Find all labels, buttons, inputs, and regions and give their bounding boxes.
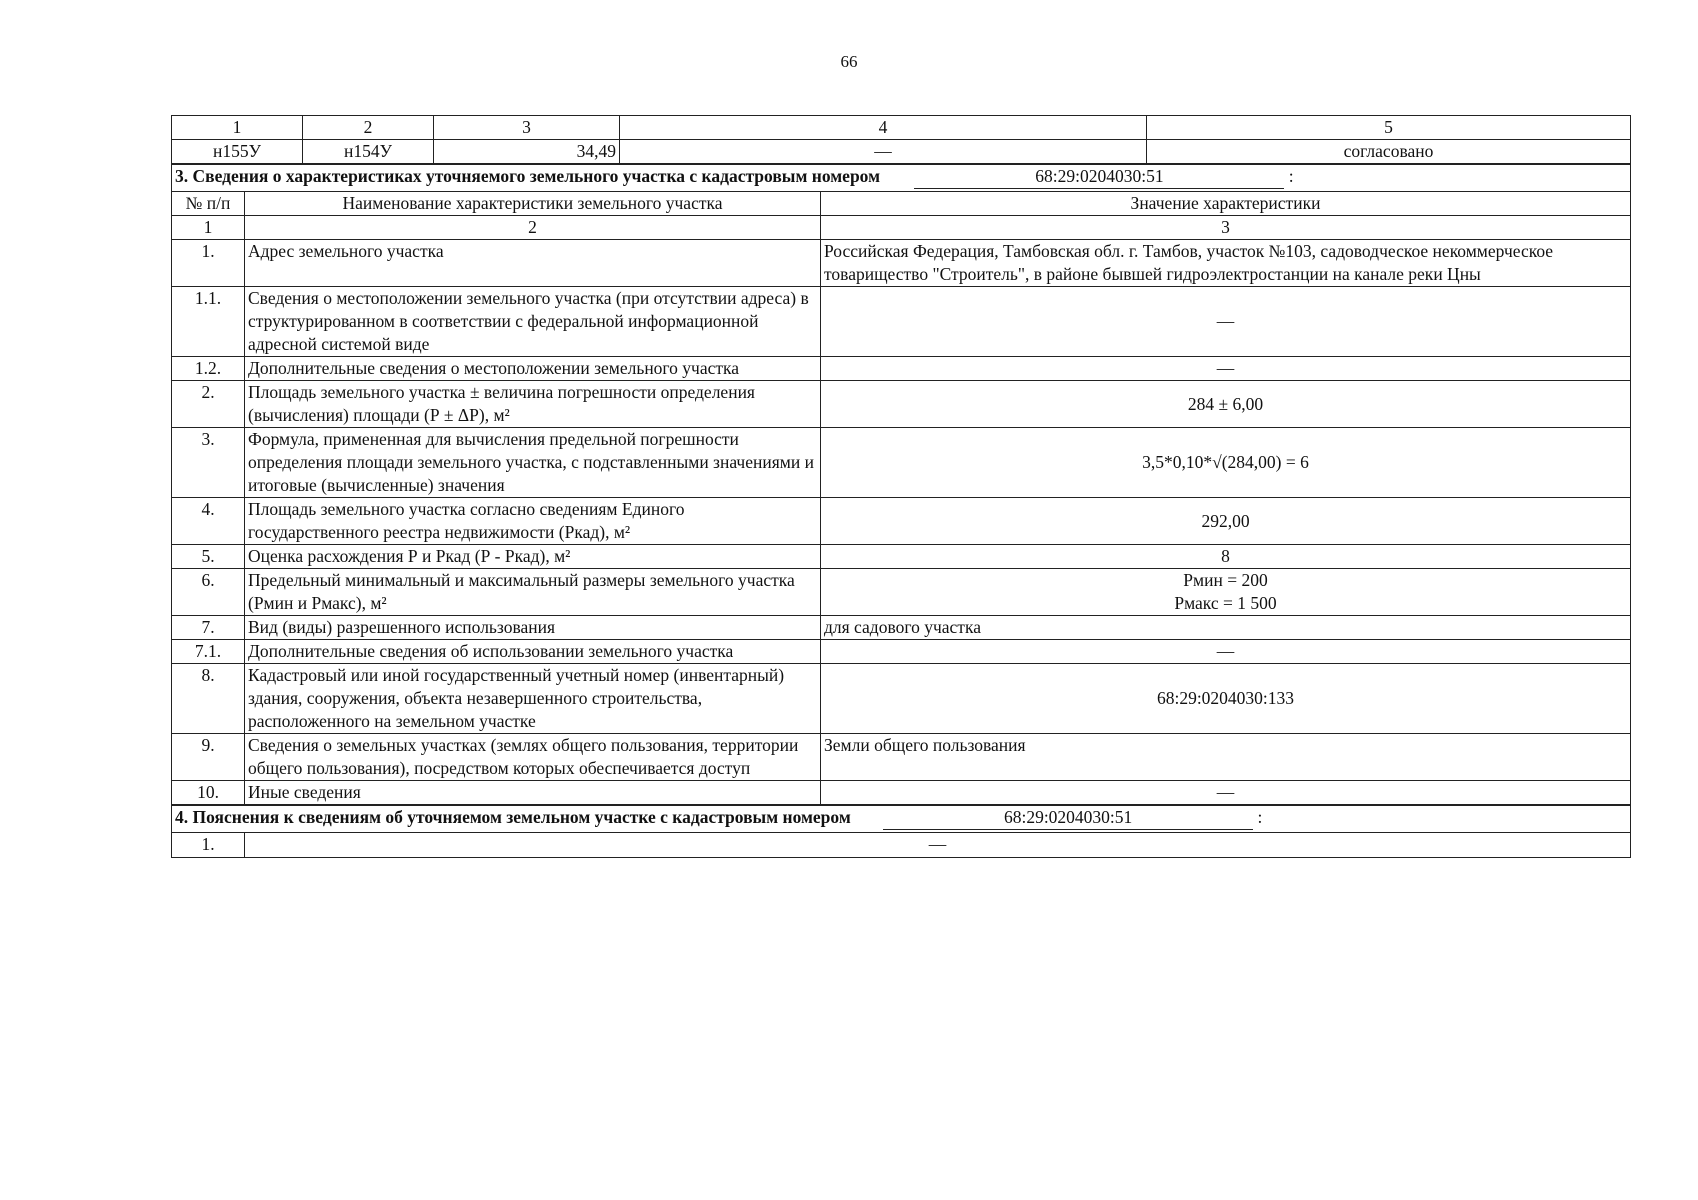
row-value: — bbox=[245, 833, 1631, 858]
row-number: 9. bbox=[172, 734, 245, 781]
row-number: 7. bbox=[172, 616, 245, 640]
table-row bbox=[172, 140, 1631, 164]
approval-cell: согласовано bbox=[1147, 140, 1631, 164]
table-row bbox=[172, 734, 1631, 781]
section4-colon: : bbox=[1257, 807, 1263, 827]
row-name: Предельный минимальный и максимальный размеры земельного участка (Рмин и Рмакс), м² bbox=[245, 569, 821, 616]
page-number: 66 bbox=[840, 52, 858, 71]
col-number-2: 2 bbox=[245, 216, 821, 240]
table-row bbox=[172, 287, 1631, 357]
row-value: 284 ± 6,00 bbox=[821, 381, 1631, 428]
section4-title-row bbox=[172, 806, 1631, 833]
row-number: 4. bbox=[172, 498, 245, 545]
row-name: Сведения о местоположении земельного участка (при отсутствии адреса) в структурированном в соответствии с федеральной информационной адресной системой виде bbox=[245, 287, 821, 357]
row-value: 68:29:0204030:133 bbox=[821, 664, 1631, 734]
row-value: — bbox=[821, 287, 1631, 357]
row-name: Площадь земельного участка ± величина погрешности определения (вычисления) площади (Р ± ΔР), м² bbox=[245, 381, 821, 428]
row-value: 292,00 bbox=[821, 498, 1631, 545]
section3-title: 3. Сведения о характеристиках уточняемого земельного участка с кадастровым номером bbox=[175, 166, 881, 186]
point-to-cell: н154У bbox=[303, 140, 434, 164]
row-value: Земли общего пользования bbox=[821, 734, 1631, 781]
row-number: 1. bbox=[172, 240, 245, 287]
row-number: 8. bbox=[172, 664, 245, 734]
section3-title-row bbox=[172, 165, 1631, 192]
border-col-1-header: 1 bbox=[172, 116, 303, 140]
row-number: 6. bbox=[172, 569, 245, 616]
table-row bbox=[172, 545, 1631, 569]
row-value: для садового участка bbox=[821, 616, 1631, 640]
row-number: 1.1. bbox=[172, 287, 245, 357]
section3-cadastral-number: 68:29:0204030:51 bbox=[914, 165, 1284, 189]
header-characteristic-name: Наименование характеристики земельного участка bbox=[245, 192, 821, 216]
header-characteristic-value: Значение характеристики bbox=[821, 192, 1631, 216]
border-table-header-row bbox=[172, 116, 1631, 140]
description-cell: — bbox=[620, 140, 1147, 164]
row-value bbox=[821, 569, 1631, 616]
header-number: № п/п bbox=[172, 192, 245, 216]
row-value: — bbox=[821, 640, 1631, 664]
row-number: 5. bbox=[172, 545, 245, 569]
row-number: 1.2. bbox=[172, 357, 245, 381]
section4-title: 4. Пояснения к сведениям об уточняемом земельном участке с кадастровым номером bbox=[175, 807, 851, 827]
border-col-2-header: 2 bbox=[303, 116, 434, 140]
row-name: Сведения о земельных участках (землях общего пользования, территории общего пользования), посредством которых обеспечивается доступ bbox=[245, 734, 821, 781]
row-number: 2. bbox=[172, 381, 245, 428]
table-row bbox=[172, 357, 1631, 381]
row-name: Оценка расхождения Р и Ркад (Р - Ркад), м² bbox=[245, 545, 821, 569]
row-name: Дополнительные сведения о местоположении земельного участка bbox=[245, 357, 821, 381]
point-from-cell: н155У bbox=[172, 140, 303, 164]
table-row bbox=[172, 833, 1631, 858]
row-value: — bbox=[821, 357, 1631, 381]
row-number: 10. bbox=[172, 781, 245, 805]
section3-header-row bbox=[172, 192, 1631, 216]
row-name: Дополнительные сведения об использовании земельного участка bbox=[245, 640, 821, 664]
border-col-4-header: 4 bbox=[620, 116, 1147, 140]
section3-table bbox=[171, 164, 1631, 805]
document-sheet bbox=[171, 115, 1631, 858]
border-points-table bbox=[171, 115, 1631, 164]
border-col-3-header: 3 bbox=[434, 116, 620, 140]
table-row bbox=[172, 428, 1631, 498]
table-row bbox=[172, 781, 1631, 805]
row-value: Российская Федерация, Тамбовская обл. г. Тамбов, участок №103, садоводческое некоммерческое товарищество "Строитель", в районе бывшей гидроэлектростанции на канале реки Цны bbox=[821, 240, 1631, 287]
row-value: 3,5*0,10*√(284,00) = 6 bbox=[821, 428, 1631, 498]
section4-cadastral-number: 68:29:0204030:51 bbox=[883, 806, 1253, 830]
min-size-value: Рмин = 200 bbox=[1183, 570, 1268, 590]
section3-colon: : bbox=[1288, 166, 1294, 186]
row-name: Площадь земельного участка согласно сведениям Единого государственного реестра недвижимости (Ркад), м² bbox=[245, 498, 821, 545]
row-name: Адрес земельного участка bbox=[245, 240, 821, 287]
col-number-3: 3 bbox=[821, 216, 1631, 240]
table-row bbox=[172, 569, 1631, 616]
max-size-value: Рмакс = 1 500 bbox=[1174, 593, 1277, 613]
section3-col-numbers-row bbox=[172, 216, 1631, 240]
section4-table bbox=[171, 805, 1631, 858]
table-row bbox=[172, 381, 1631, 428]
row-number: 3. bbox=[172, 428, 245, 498]
row-value: 8 bbox=[821, 545, 1631, 569]
row-name: Иные сведения bbox=[245, 781, 821, 805]
distance-cell: 34,49 bbox=[434, 140, 620, 164]
row-value: — bbox=[821, 781, 1631, 805]
row-number: 7.1. bbox=[172, 640, 245, 664]
row-number: 1. bbox=[172, 833, 245, 858]
col-number-1: 1 bbox=[172, 216, 245, 240]
table-row bbox=[172, 240, 1631, 287]
table-row bbox=[172, 498, 1631, 545]
table-row bbox=[172, 640, 1631, 664]
table-row bbox=[172, 616, 1631, 640]
table-row bbox=[172, 664, 1631, 734]
row-name: Формула, примененная для вычисления предельной погрешности определения площади земельного участка, с подставленными значениями и итоговые (вычисленные) значения bbox=[245, 428, 821, 498]
border-col-5-header: 5 bbox=[1147, 116, 1631, 140]
row-name: Вид (виды) разрешенного использования bbox=[245, 616, 821, 640]
row-name: Кадастровый или иной государственный учетный номер (инвентарный) здания, сооружения, объекта незавершенного строительства, расположенного на земельном участке bbox=[245, 664, 821, 734]
